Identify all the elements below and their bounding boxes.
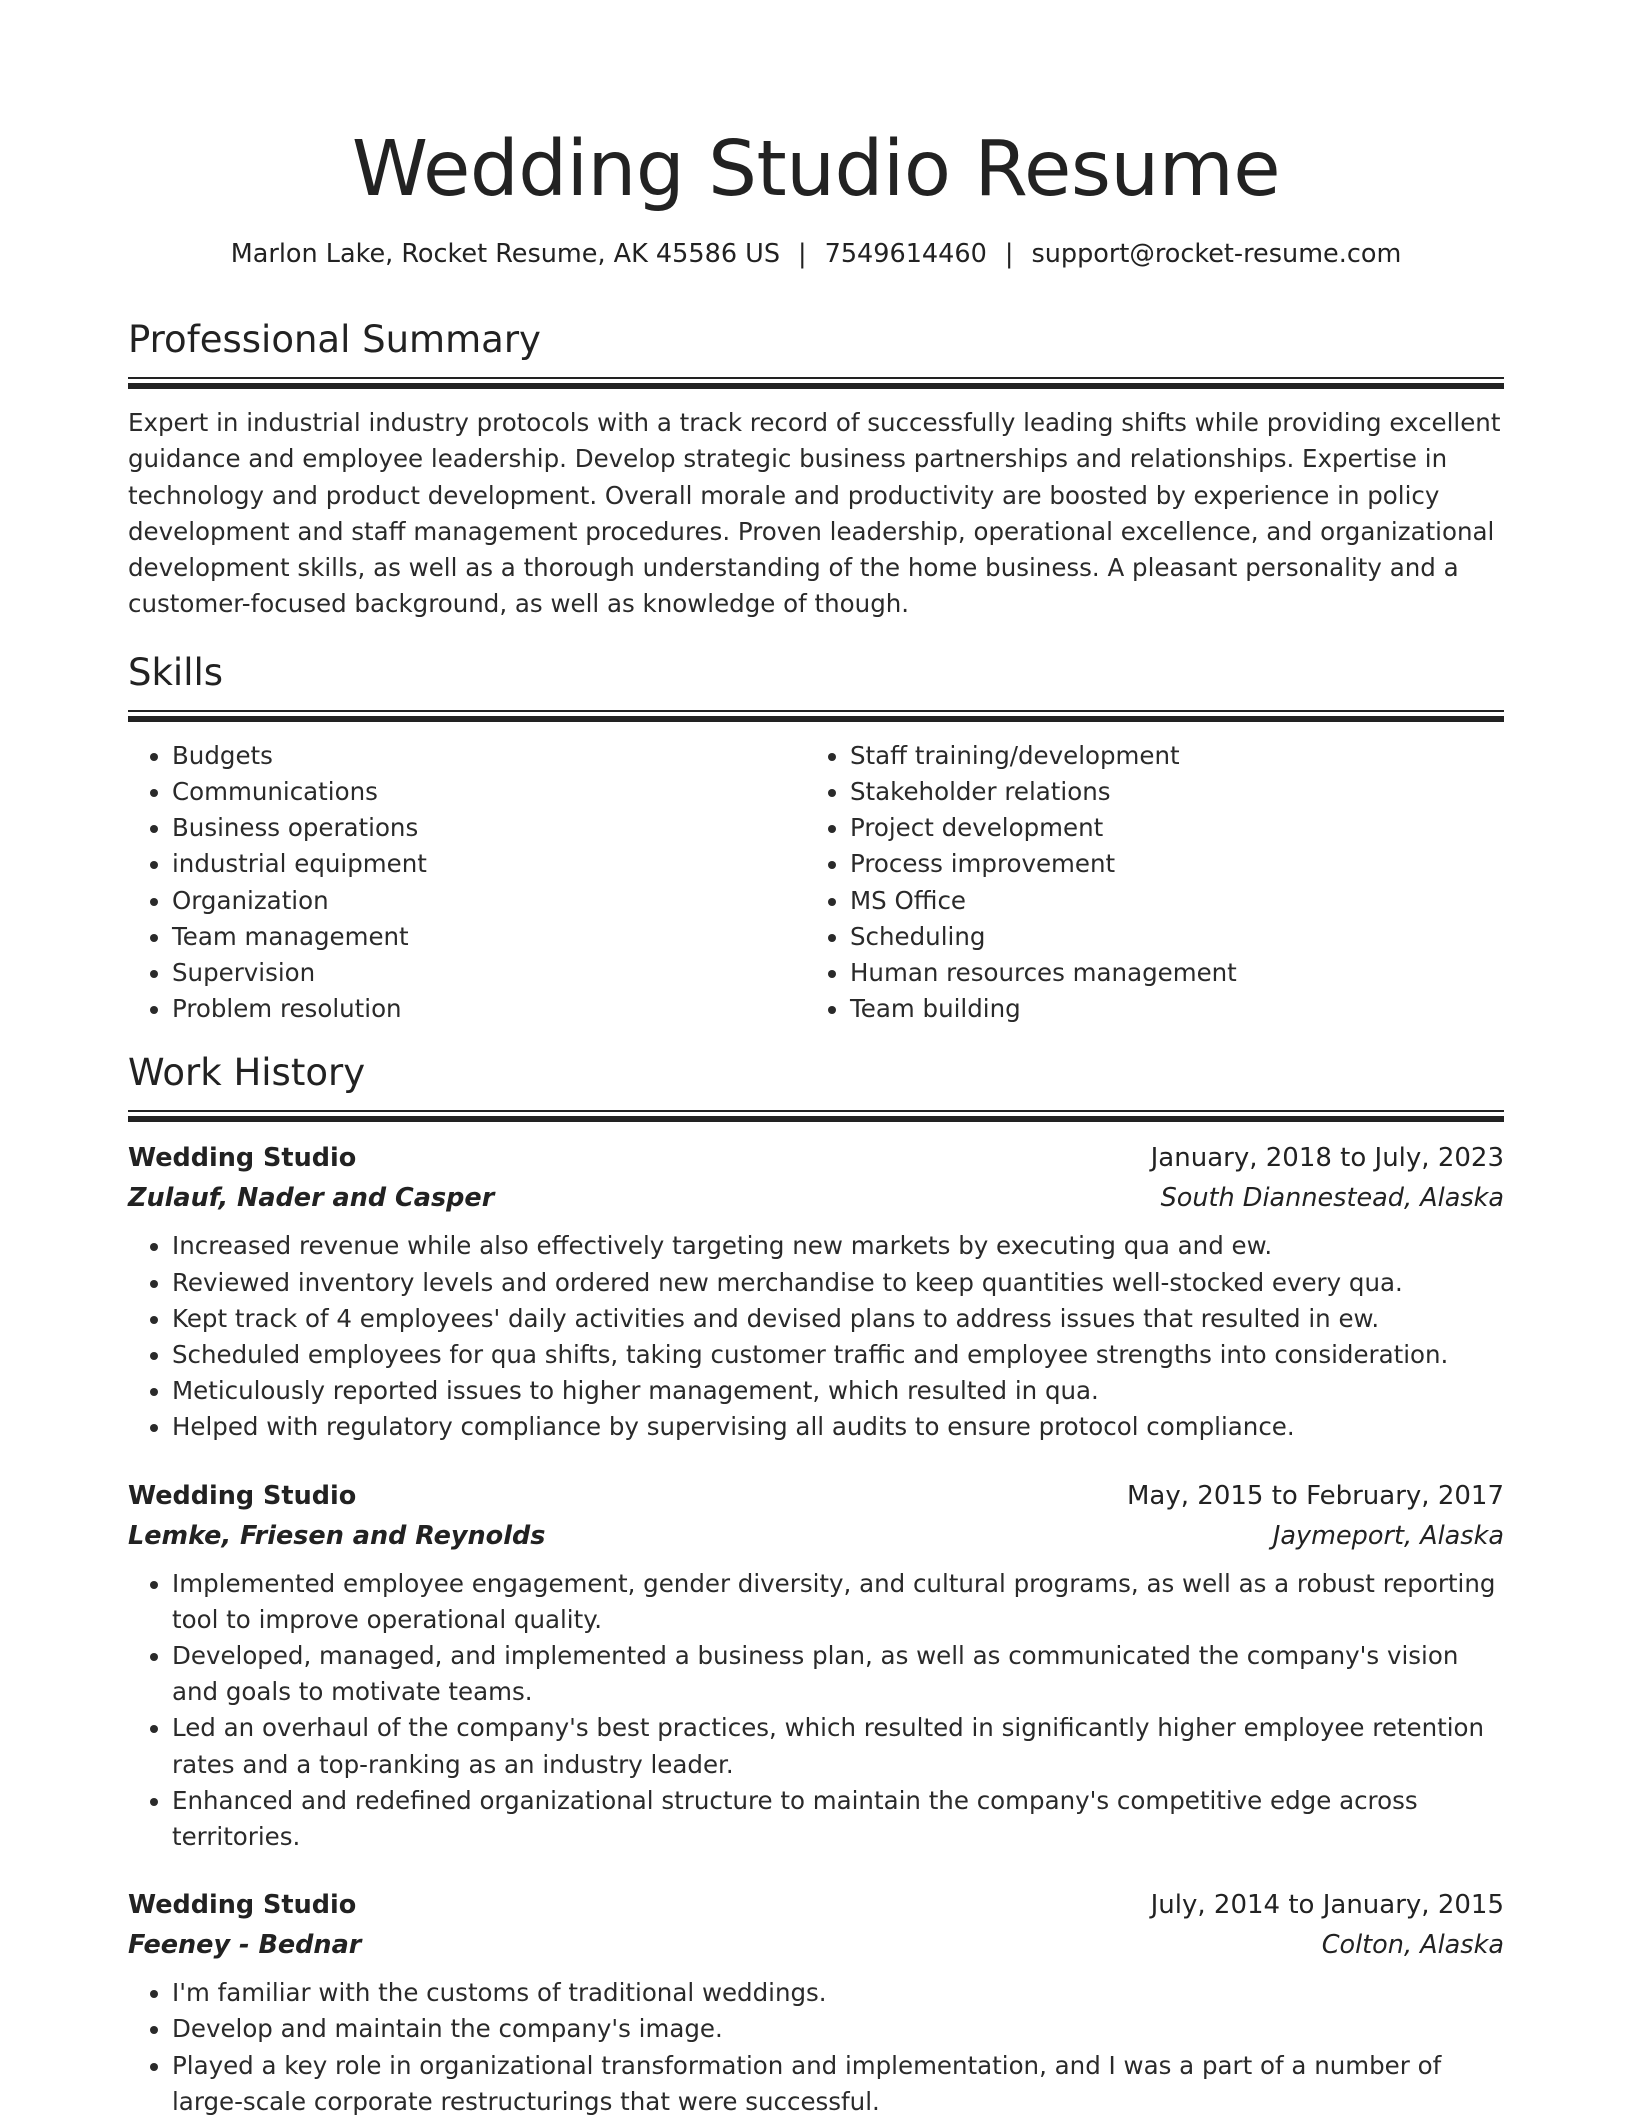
job-bullets (128, 1566, 1504, 1856)
job-location: Jaymeport, Alaska (1272, 1520, 1504, 1551)
job-dates: January, 2018 to July, 2023 (1150, 1143, 1504, 1174)
skill-item: • Team management (172, 919, 806, 955)
skill-item: • MS Office (850, 883, 1484, 919)
section-title-skills: Skills (128, 650, 224, 694)
job-bullet: • Kept track of 4 employees' daily activities and devised plans to address issues that resulted in ew. (172, 1301, 1504, 1337)
contact-line (128, 236, 1504, 272)
job-dates: July, 2014 to January, 2015 (1150, 1890, 1504, 1921)
job-bullet: • Reviewed inventory levels and ordered new merchandise to keep quantities well-stocked every qua. (172, 1265, 1504, 1301)
contact-phone: 7549614460 (824, 239, 987, 269)
skill-item: • Supervision (172, 955, 806, 991)
job-company: Lemke, Friesen and Reynolds (128, 1520, 546, 1551)
skills-columns (128, 738, 1504, 1028)
job-entry (128, 1476, 1504, 1856)
skill-item: • Team building (850, 991, 1484, 1027)
contact-separator: | (1004, 239, 1014, 269)
job-title: Wedding Studio (128, 1480, 357, 1511)
job-bullet: • Helped with regulatory compliance by supervising all audits to ensure protocol compliance. (172, 1409, 1504, 1445)
work-history-section (128, 1049, 1504, 2120)
job-bullet: • Develop and maintain the company's image. (172, 2011, 1504, 2047)
job-entry (128, 1885, 1504, 2120)
job-header-row (128, 1476, 1504, 1516)
job-company-row (128, 1178, 1504, 1218)
job-bullet: • Scheduled employees for qua shifts, taking customer traffic and employee strengths into consideration. (172, 1337, 1504, 1373)
section-title-summary: Professional Summary (128, 318, 541, 361)
resume-page (128, 0, 1504, 2120)
job-bullet: • Meticulously reported issues to higher management, which resulted in qua. (172, 1373, 1504, 1409)
job-bullet: • I'm familiar with the customs of traditional weddings. (172, 1975, 1504, 2011)
contact-separator: | (798, 239, 807, 269)
job-bullets (128, 1228, 1504, 1445)
job-company: Feeney - Bednar (128, 1930, 362, 1961)
professional-summary-section (128, 316, 1504, 623)
skill-item: • Budgets (172, 738, 806, 774)
skill-item: • Human resources management (850, 955, 1484, 991)
job-bullet: • Increased revenue while also effectively targeting new markets by executing qua and ew. (172, 1228, 1504, 1264)
section-divider (128, 1110, 1504, 1122)
contact-address: Marlon Lake, Rocket Resume, AK 45586 US (230, 239, 780, 269)
skills-list-right (806, 738, 1484, 1028)
job-header-row (128, 1885, 1504, 1925)
job-bullet: • Enhanced and redefined organizational structure to maintain the company's competitive edge across territories. (172, 1783, 1504, 1855)
section-title-work: Work History (128, 1051, 366, 1095)
skill-item: • Project development (850, 810, 1484, 846)
job-company: Zulauf, Nader and Casper (128, 1183, 495, 1214)
skill-item: • industrial equipment (172, 846, 806, 882)
skill-item: • Organization (172, 883, 806, 919)
job-entry (128, 1138, 1504, 1445)
summary-text: Expert in industrial industry protocols with a track record of successfully leading shifts while providing excellent guidance and employee leadership. Develop strategic business partnerships and relationships. Expertise in technology and product development. Overall morale and productivity are boosted by experience in policy development and staff management procedures. Proven leadership, operational excellence, and organizational development skills, as well as a thorough understanding of the home business. A pleasant personality and a customer-focused background, as well as knowledge of though. (128, 408, 1501, 619)
job-bullet: • Led an overhaul of the company's best practices, which resulted in significantly higher employee retention rates and a top-ranking as an industry leader. (172, 1710, 1504, 1782)
skill-item: • Staff training/development (850, 738, 1484, 774)
job-company-row (128, 1925, 1504, 1965)
job-title: Wedding Studio (128, 1890, 357, 1921)
skill-item: • Process improvement (850, 846, 1484, 882)
skill-item: • Communications (172, 774, 806, 810)
job-company-row (128, 1516, 1504, 1556)
skill-item: • Problem resolution (172, 991, 806, 1027)
skill-item: • Business operations (172, 810, 806, 846)
job-dates: May, 2015 to February, 2017 (1127, 1480, 1504, 1511)
skills-list-left (128, 738, 806, 1028)
job-bullet: • Implemented employee engagement, gender diversity, and cultural programs, as well as a robust reporting tool to improve operational quality. (172, 1566, 1504, 1638)
job-title: Wedding Studio (128, 1143, 357, 1174)
job-bullet: • Played a key role in organizational transformation and implementation, and I was a part of a number of large-scale corporate restructurings that were successful. (172, 2048, 1504, 2120)
contact-email: support@rocket-resume.com (1031, 239, 1402, 269)
skill-item: • Scheduling (850, 919, 1484, 955)
section-divider (128, 710, 1504, 722)
job-bullets (128, 1975, 1504, 2120)
resume-title: Wedding Studio Resume (351, 125, 1281, 214)
job-bullet: • Developed, managed, and implemented a business plan, as well as communicated the company's vision and goals to motivate teams. (172, 1638, 1504, 1710)
job-location: Colton, Alaska (1321, 1930, 1504, 1961)
section-divider (128, 377, 1504, 389)
skills-section (128, 649, 1504, 1028)
job-header-row (128, 1138, 1504, 1178)
skill-item: • Stakeholder relations (850, 774, 1484, 810)
job-location: South Diannestead, Alaska (1160, 1183, 1504, 1214)
